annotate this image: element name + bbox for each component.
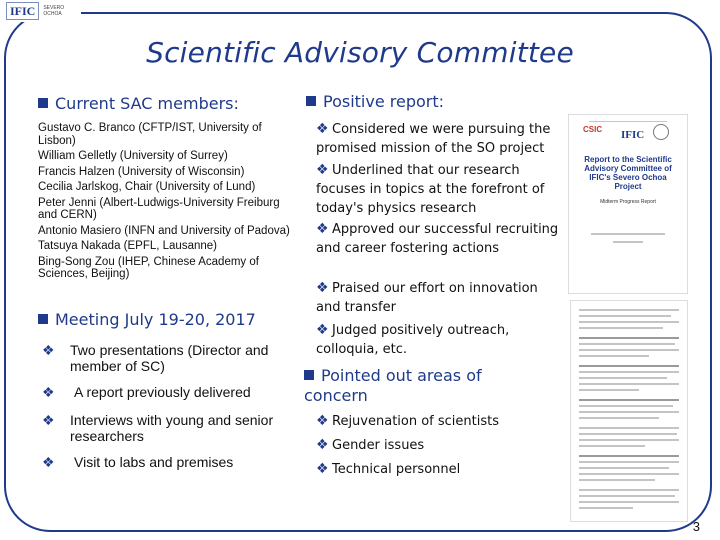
list-item: ❖ Technical personnel bbox=[316, 461, 461, 477]
square-bullet-icon bbox=[38, 314, 48, 324]
members-list bbox=[38, 122, 290, 284]
list-item: ❖ Considered we were pursuing the promised mission of the SO project bbox=[316, 121, 551, 156]
ific-doc-logo: IFIC bbox=[621, 129, 645, 141]
square-bullet-icon bbox=[306, 96, 316, 106]
concern-heading bbox=[304, 366, 544, 406]
list-item: ❖ Approved our successful recruiting and career fostering actions bbox=[316, 221, 559, 256]
doc-text-line bbox=[591, 233, 665, 235]
list-item: ❖ Praised our effort on innovation and transfer bbox=[316, 280, 538, 315]
diamond-bullet-icon: ❖ bbox=[316, 280, 329, 296]
ific-logo: IFIC bbox=[6, 2, 39, 20]
diamond-bullet-icon: ❖ bbox=[42, 412, 55, 428]
report-cover-thumbnail bbox=[568, 114, 688, 294]
concern-heading-text: Pointed out areas of concern bbox=[304, 366, 482, 405]
report-title: Report to the Scientific Advisory Committee of IFIC's Severo Ochoa Project bbox=[584, 155, 672, 191]
list-item: Gustavo C. Branco (CFTP/IST, University of Lisbon) bbox=[38, 122, 262, 147]
university-seal-icon bbox=[653, 124, 669, 140]
list-item: ❖ Two presentations (Director and member of SC) bbox=[42, 342, 269, 374]
diamond-bullet-icon: ❖ bbox=[316, 322, 329, 338]
slide-title: Scientific Advisory Committee bbox=[146, 36, 574, 69]
list-item: Peter Jenni (Albert-Ludwigs-University Freiburg and CERN) bbox=[38, 196, 280, 221]
doc-text-line bbox=[613, 241, 643, 243]
list-item: ❖ Visit to labs and premises bbox=[42, 454, 234, 470]
meeting-heading bbox=[38, 310, 256, 329]
list-item: ❖ Judged positively outreach, colloquia, etc. bbox=[316, 322, 510, 357]
list-item: Bing-Song Zou (IHEP, Chinese Academy of Sciences, Beijing) bbox=[38, 255, 259, 280]
diamond-bullet-icon: ❖ bbox=[42, 384, 55, 400]
diamond-bullet-icon: ❖ bbox=[42, 342, 55, 358]
diamond-bullet-icon: ❖ bbox=[316, 413, 329, 429]
csic-logo: CSIC bbox=[583, 125, 603, 134]
list-item: ❖ A report previously delivered bbox=[42, 384, 251, 400]
diamond-bullet-icon: ❖ bbox=[42, 454, 55, 470]
list-item: William Gelletly (University of Surrey) bbox=[38, 150, 228, 162]
doc-text-line bbox=[589, 121, 667, 122]
list-item: ❖ Interviews with young and senior researchers bbox=[42, 412, 274, 444]
list-item: ❖ Gender issues bbox=[316, 437, 425, 453]
header-logos bbox=[2, 0, 81, 22]
diamond-bullet-icon: ❖ bbox=[316, 121, 329, 137]
page-number: 3 bbox=[692, 519, 700, 534]
list-item: Tatsuya Nakada (EPFL, Lausanne) bbox=[38, 240, 217, 252]
diamond-bullet-icon: ❖ bbox=[316, 437, 329, 453]
members-heading bbox=[38, 94, 239, 113]
list-item: Francis Halzen (University of Wisconsin) bbox=[38, 165, 245, 178]
list-item: Cecilia Jarlskog, Chair (University of Lund) bbox=[38, 181, 256, 193]
positive-heading bbox=[306, 92, 444, 111]
severo-ochoa-logo: SEVERO OCHOA bbox=[43, 5, 65, 17]
diamond-bullet-icon: ❖ bbox=[316, 221, 329, 237]
positive-heading-text: Positive report: bbox=[323, 92, 445, 111]
meeting-heading-text: Meeting July 19-20, 2017 bbox=[55, 310, 256, 329]
list-item: ❖ Underlined that our research focuses in topics at the forefront of today's physics research bbox=[316, 162, 545, 216]
square-bullet-icon bbox=[304, 370, 314, 380]
report-page-thumbnail bbox=[570, 300, 688, 522]
members-heading-text: Current SAC members: bbox=[55, 94, 239, 113]
list-item: ❖ Rejuvenation of scientists bbox=[316, 413, 500, 429]
diamond-bullet-icon: ❖ bbox=[316, 461, 329, 477]
report-subtitle: Midterm Progress Report bbox=[600, 199, 656, 205]
list-item: Antonio Masiero (INFN and University of Padova) bbox=[38, 224, 290, 237]
diamond-bullet-icon: ❖ bbox=[316, 162, 329, 178]
square-bullet-icon bbox=[38, 98, 48, 108]
